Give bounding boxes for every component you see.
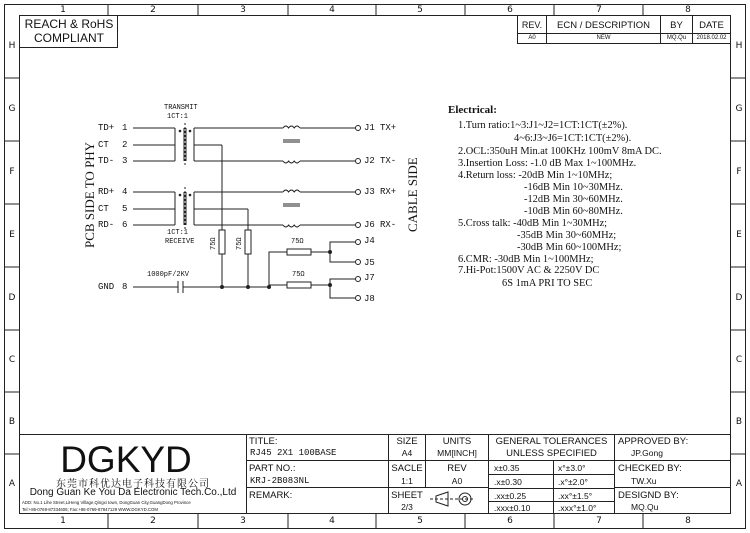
rev-label: REV (447, 463, 467, 474)
pin-name-rd-plus: RD+ (98, 187, 115, 197)
rev-value-tb: A0 (451, 476, 463, 486)
sheet-value: 2/3 (401, 502, 413, 512)
zone-row-label: E (736, 230, 742, 240)
transmit-ratio: 1CT:1 (167, 113, 189, 121)
resistor-label-1: 75Ω (210, 237, 218, 250)
zone-col-label: 4 (329, 516, 335, 526)
zone-row-label: C (8, 355, 16, 365)
title-value: RJ45 2X1 100BASE (250, 448, 337, 458)
pin-num-6: 6 (122, 220, 128, 230)
pin-name-gnd: GND (98, 282, 115, 292)
zone-row-label: D (8, 293, 16, 303)
zone-col-label: 3 (240, 516, 246, 526)
zone-col-label: 8 (685, 516, 691, 526)
tolerance-linear: x±0.35 (494, 463, 520, 473)
tolerance-linear: .xxx±0.10 (494, 503, 531, 513)
zone-row-label: F (9, 167, 15, 177)
spec-line: 4~6:J3~J6=1CT:1CT(±2%). (514, 133, 632, 144)
approved-by-value: JP.Gong (631, 448, 663, 458)
spec-line: 4.Return loss: -20dB Min 1~10MHz; (458, 170, 613, 181)
pin-name-td-plus: TD+ (98, 123, 115, 133)
designed-by-label: DESIGND BY: (618, 490, 679, 501)
checked-by-value: TW.Xu (631, 476, 657, 486)
pin-rx-minus: RX- (380, 220, 397, 230)
zone-col-label: 1 (60, 5, 66, 15)
zone-col-label: 7 (596, 5, 602, 15)
by-header: BY (670, 20, 683, 31)
ecn-value: NEW (596, 35, 611, 41)
sheet-label: SHEET (391, 490, 423, 501)
zone-col-label: 3 (240, 5, 246, 15)
pin-name-ct-rx: CT (98, 204, 109, 214)
zone-row-label: C (735, 355, 743, 365)
units-value: MM[INCH] (437, 448, 477, 458)
zone-col-label: 2 (150, 5, 156, 15)
pin-num-3: 3 (122, 156, 128, 166)
receive-ratio: 1CT:1 (167, 229, 189, 237)
zone-col-label: 6 (507, 5, 513, 15)
zone-col-label: 8 (685, 5, 691, 15)
designed-by-value: MQ.Qu (631, 502, 659, 512)
zone-row-label: B (8, 417, 16, 427)
remark-label: REMARK: (249, 490, 293, 501)
tolerance-angular: .xxx°±1.0° (558, 503, 597, 513)
date-header: DATE (699, 20, 724, 31)
zone-row-label: D (735, 293, 743, 303)
spec-line: 1.Turn ratio:1~3:J1~J2=1CT:1CT(±2%). (458, 120, 628, 131)
size-value: A4 (401, 448, 413, 458)
electrical-title: Electrical: (448, 104, 497, 116)
part-no-label: PART NO.: (249, 463, 296, 474)
pin-rx-plus: RX+ (380, 187, 397, 197)
date-value: 2018.02.02 (696, 35, 727, 41)
tolerance-subtitle: UNLESS SPECIFIED (506, 448, 597, 459)
zone-col-label: 5 (417, 516, 423, 526)
zone-row-label: B (735, 417, 743, 427)
spec-line: 6S 1mA PRI TO SEC (502, 278, 593, 289)
zone-row-label: A (8, 479, 16, 489)
spec-line: -30dB Min 60~100MHz; (517, 242, 622, 253)
zone-row-label: H (8, 41, 16, 51)
pin-j6: J6 (364, 220, 375, 230)
pin-num-5: 5 (122, 204, 128, 214)
projection-symbol (430, 492, 475, 506)
pin-num-8: 8 (122, 282, 128, 292)
tolerance-angular: .x°±2.0° (558, 477, 588, 487)
pin-num-2: 2 (122, 140, 128, 150)
zone-row-label: A (735, 479, 743, 489)
pin-j4: J4 (364, 236, 375, 246)
rev-value: A0 (528, 35, 536, 41)
pin-name-td-minus: TD- (98, 156, 115, 166)
pin-j3: J3 (364, 187, 375, 197)
company-address: ADD: No.1 Lihe Street,LiHeng Village,Qingxi town, DongGuan City,GuangDong Province (22, 500, 191, 505)
part-no-value: KRJ-2B083NL (250, 476, 310, 486)
resistor-label-2: 75Ω (236, 237, 244, 250)
pin-tx-plus: TX+ (380, 123, 397, 133)
ecn-header: ECN / DESCRIPTION (557, 20, 650, 31)
units-label: UNITS (442, 436, 472, 447)
tolerance-angular: x°±3.0° (558, 463, 586, 473)
resistor-label-top: 75Ω (291, 238, 304, 246)
company-name-cn: 东莞市科优达电子科技有限公司 (56, 479, 210, 490)
capacitor-label: 1000pF/2KV (147, 271, 190, 279)
pin-name-rd-minus: RD- (98, 220, 115, 230)
zone-col-label: 5 (417, 5, 423, 15)
compliance-line-2: COMPLIANT (33, 31, 104, 45)
scale-label: SACLE (391, 463, 423, 474)
compliance-line-1: REACH & RoHS (24, 17, 114, 31)
zone-col-label: 1 (60, 516, 66, 526)
spec-line: 3.Insertion Loss: -1.0 dB Max 1~100MHz. (458, 158, 637, 169)
tolerance-linear: .xx±0.25 (494, 491, 527, 501)
zone-row-label: F (736, 167, 742, 177)
scale-value: 1:1 (401, 476, 413, 486)
rev-header: REV. (521, 20, 543, 30)
compliance-note (20, 17, 118, 45)
zone-row-label: H (735, 41, 743, 51)
by-value: MQ.Qu (666, 35, 687, 41)
receive-label: RECEIVE (165, 238, 195, 246)
pin-j8: J8 (364, 294, 375, 304)
pin-num-1: 1 (122, 123, 128, 133)
pin-j2: J2 (364, 156, 375, 166)
company-name-en: Dong Guan Ke You Da Electronic Tech.Co.,Ltd (29, 487, 237, 498)
zone-col-label: 2 (150, 516, 156, 526)
tolerance-title: GENERAL TOLERANCES (495, 436, 608, 447)
pin-j7: J7 (364, 273, 375, 283)
pcb-side-label: PCB SIDE TO PHY (82, 141, 97, 248)
transmit-label: TRANSMIT (164, 104, 198, 112)
pin-name-ct-tx: CT (98, 140, 109, 150)
checked-by-label: CHECKED BY: (618, 463, 682, 474)
tolerance-angular: .xx°±1.5° (558, 491, 593, 501)
spec-line: -35dB Min 30~60MHz; (517, 230, 617, 241)
cable-side-label: CABLE SIDE (405, 157, 420, 232)
spec-line: 5.Cross talk: -40dB Min 1~30MHz; (458, 218, 608, 229)
spec-line: -16dB Min 10~30MHz. (524, 182, 623, 193)
zone-col-label: 7 (596, 516, 602, 526)
spec-line: 7.Hi-Pot:1500V AC & 2250V DC (458, 265, 600, 276)
zone-row-label: G (8, 104, 16, 114)
tolerance-linear: .x±0.30 (494, 477, 522, 487)
zone-col-label: 4 (329, 5, 335, 15)
pin-tx-minus: TX- (380, 156, 397, 166)
approved-by-label: APPROVED BY: (618, 436, 689, 447)
pin-j1: J1 (364, 123, 375, 133)
spec-line: -12dB Min 30~60MHz. (524, 194, 623, 205)
zone-col-label: 6 (507, 516, 513, 526)
spec-line: 2.OCL:350uH Min.at 100KHz 100mV 8mA DC. (458, 146, 662, 157)
company-contact: Tel:+86-0769-87334606; Fax:+86-0769-87847129 WWW.DGKYD.COM (22, 507, 158, 512)
terminals (356, 126, 361, 301)
zone-row-label: E (9, 230, 15, 240)
size-label: SIZE (396, 436, 418, 447)
spec-line: 6.CMR: -30dB Min 1~100MHz; (458, 254, 594, 265)
spec-line: -10dB Min 60~80MHz. (524, 206, 623, 217)
resistor-label-bottom: 75Ω (292, 271, 305, 279)
title-label: TITLE: (249, 436, 278, 447)
company-logo: DGKYD (60, 439, 192, 480)
pin-num-4: 4 (122, 187, 128, 197)
pin-j5: J5 (364, 258, 375, 268)
zone-row-label: G (735, 104, 743, 114)
